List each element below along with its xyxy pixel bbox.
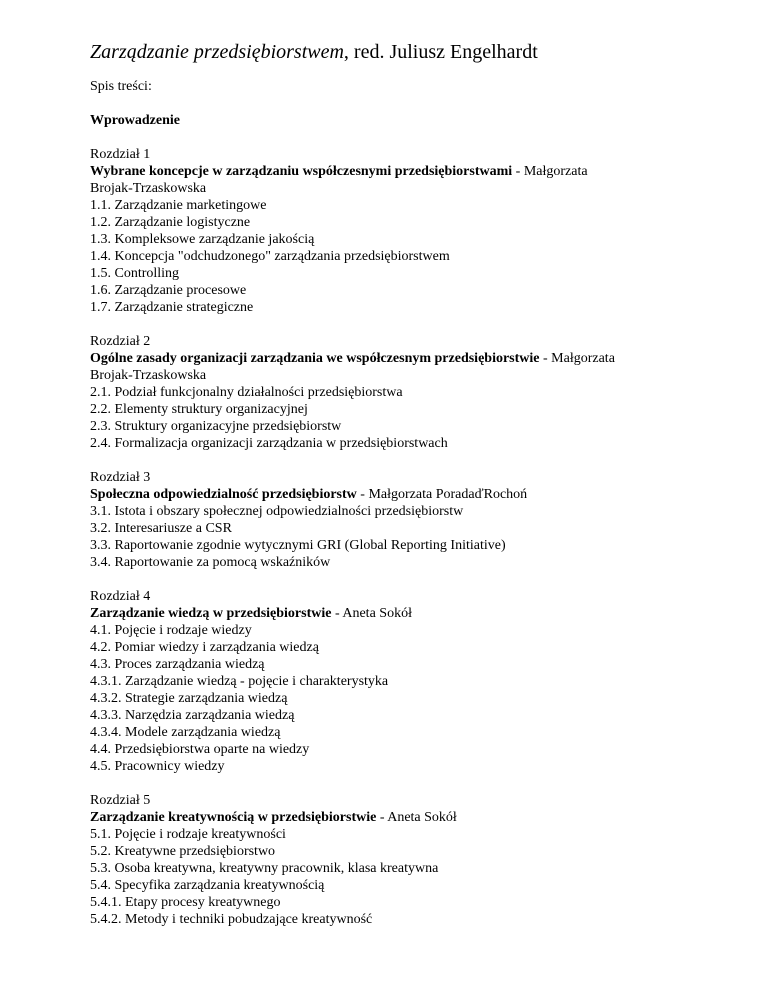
chapter-author: - Małgorzata [539,351,615,366]
editor-credit: , red. Juliusz Engelhardt [343,41,538,63]
chapter-title-line [90,605,730,622]
toc-entry: 5.4.1. Etapy procesy kreatywnego [90,895,281,910]
toc-entry: 1.7. Zarządzanie strategiczne [90,300,254,315]
toc-entry: 1.1. Zarządzanie marketingowe [90,198,267,213]
toc-entry: 4.4. Przedsiębiorstwa oparte na wiedzy [90,742,310,757]
toc-entry: 4.3.3. Narzędzia zarządzania wiedzą [90,708,295,723]
toc-entry: 5.4.2. Metody i techniki pobudzające kreatywność [90,912,373,927]
toc-entry: 5.1. Pojęcie i rodzaje kreatywności [90,827,286,842]
chapter-title: Ogólne zasady organizacji zarządzania we współczesnym przedsiębiorstwie [90,351,540,366]
chapter-author-continued: Brojak-Trzaskowska [90,368,207,383]
document-title [90,40,538,64]
chapter-block [90,146,730,316]
toc-entry: 3.2. Interesariusze a CSR [90,521,232,536]
chapter-author: - Aneta Sokół [376,810,457,825]
chapter-label: Rozdział 3 [90,470,151,485]
toc-entry: 2.3. Struktury organizacyjne przedsiębiorstw [90,419,342,434]
toc-label: Spis treści: [90,79,152,94]
toc-entry: 2.4. Formalizacja organizacji zarządzania w przedsiębiorstwach [90,436,448,451]
toc-entry: 4.3.2. Strategie zarządzania wiedzą [90,691,288,706]
chapter-author: - Małgorzata [512,164,588,179]
toc-entry: 2.2. Elementy struktury organizacyjnej [90,402,308,417]
chapter-label: Rozdział 5 [90,793,151,808]
chapter-title: Zarządzanie kreatywnością w przedsiębiorstwie [90,810,377,825]
chapter-author: - Małgorzata PoradaďRochoń [356,487,528,502]
book-title: Zarządzanie przedsiębiorstwem [90,41,344,63]
toc-entry: 3.3. Raportowanie zgodnie wytycznymi GRI (Global Reporting Initiative) [90,538,506,553]
chapter-title-line [90,809,730,826]
toc-entry: 3.4. Raportowanie za pomocą wskaźników [90,555,331,570]
chapter-title-line [90,486,730,503]
toc-entry: 3.1. Istota i obszary społecznej odpowiedzialności przedsiębiorstw [90,504,464,519]
chapter-label: Rozdział 1 [90,147,151,162]
toc-entry: 5.2. Kreatywne przedsiębiorstwo [90,844,276,859]
toc-entry: 1.6. Zarządzanie procesowe [90,283,247,298]
toc-entry: 4.3. Proces zarządzania wiedzą [90,657,265,672]
chapter-title: Społeczna odpowiedzialność przedsiębiorstw [90,487,357,502]
toc-entry: 4.5. Pracownicy wiedzy [90,759,225,774]
toc-entry: 4.1. Pojęcie i rodzaje wiedzy [90,623,252,638]
chapter-author-continued: Brojak-Trzaskowska [90,181,207,196]
toc-entry: 1.2. Zarządzanie logistyczne [90,215,251,230]
chapter-title: Wybrane koncepcje w zarządzaniu współczesnymi przedsiębiorstwami [90,164,513,179]
toc-entry: 1.4. Koncepcja "odchudzonego" zarządzania przedsiębiorstwem [90,249,450,264]
chapter-block [90,469,730,571]
table-of-contents [90,78,730,928]
toc-entry: 4.3.1. Zarządzanie wiedzą - pojęcie i charakterystyka [90,674,389,689]
chapter-title-line [90,163,730,197]
chapter-author: - Aneta Sokół [331,606,412,621]
toc-entry: 1.3. Kompleksowe zarządzanie jakością [90,232,315,247]
chapter-block [90,588,730,775]
chapter-block [90,792,730,928]
toc-entry: 5.3. Osoba kreatywna, kreatywny pracownik, klasa kreatywna [90,861,439,876]
chapter-label: Rozdział 4 [90,589,151,604]
introduction-heading: Wprowadzenie [90,113,180,128]
toc-entry: 1.5. Controlling [90,266,180,281]
chapter-title: Zarządzanie wiedzą w przedsiębiorstwie [90,606,332,621]
chapter-list [90,146,730,928]
toc-entry: 4.2. Pomiar wiedzy i zarządzania wiedzą [90,640,319,655]
chapter-block [90,333,730,452]
chapter-label: Rozdział 2 [90,334,151,349]
toc-entry: 5.4. Specyfika zarządzania kreatywnością [90,878,325,893]
toc-entry: 2.1. Podział funkcjonalny działalności przedsiębiorstwa [90,385,403,400]
chapter-title-line [90,350,730,384]
toc-entry: 4.3.4. Modele zarządzania wiedzą [90,725,281,740]
